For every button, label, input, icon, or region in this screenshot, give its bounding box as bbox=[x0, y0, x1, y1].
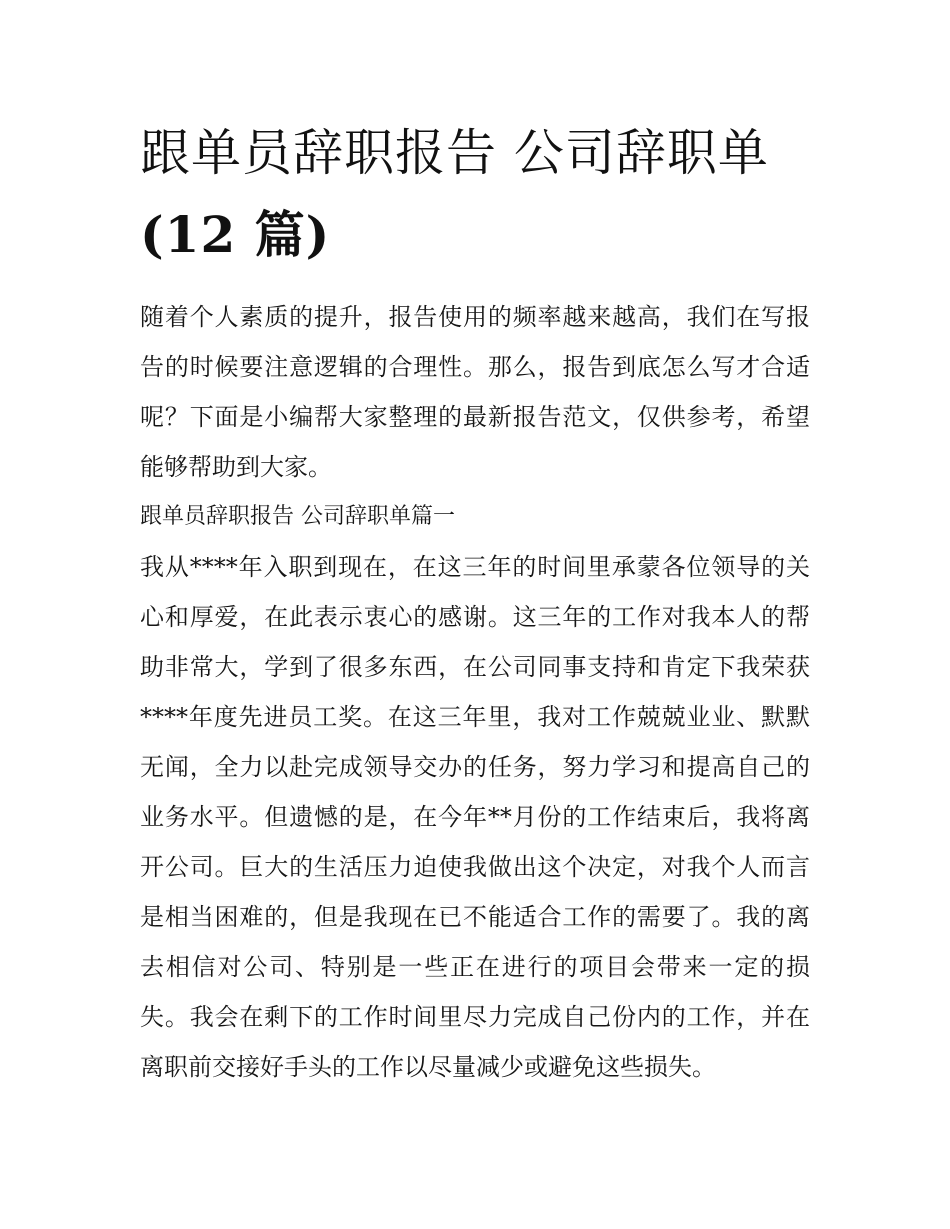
intro-paragraph: 随着个人素质的提升，报告使用的频率越来越高，我们在写报告的时候要注意逻辑的合理性。那么，报告到底怎么写才合适呢？下面是小编帮大家整理的最新报告范文，仅供参考，希望能够帮助到大家。 bbox=[140, 303, 810, 481]
section-heading: 跟单员辞职报告 公司辞职单篇一 bbox=[140, 504, 455, 529]
document-title-line1: 跟单员辞职报告 公司辞职单 bbox=[140, 124, 769, 182]
body-paragraph: 我从****年入职到现在，在这三年的时间里承蒙各位领导的关心和厚爱，在此表示衷心的感谢。这三年的工作对我本人的帮助非常大，学到了很多东西，在公司同事支持和肯定下我荣获****年度先进员工奖。在这三年里，我对工作兢兢业业、默默无闻，全力以赴完成领导交办的任务，努力学习和提高自己的业务水平。但遗憾的是，在今年**月份的工作结束后，我将离开公司。巨大的生活压力迫使我做出这个决定，对我个人而言是相当困难的，但是我现在已不能适合工作的需要了。我的离去相信对公司、特别是一些正在进行的项目会带来一定的损失。我会在剩下的工作时间里尽力完成自己份内的工作，并在离职前交接好手头的工作以尽量减少或避免这些损失。 bbox=[140, 553, 810, 1081]
document-title-line2: (12 篇) bbox=[140, 205, 331, 264]
document-title bbox=[140, 112, 810, 276]
document-content bbox=[140, 112, 810, 1092]
